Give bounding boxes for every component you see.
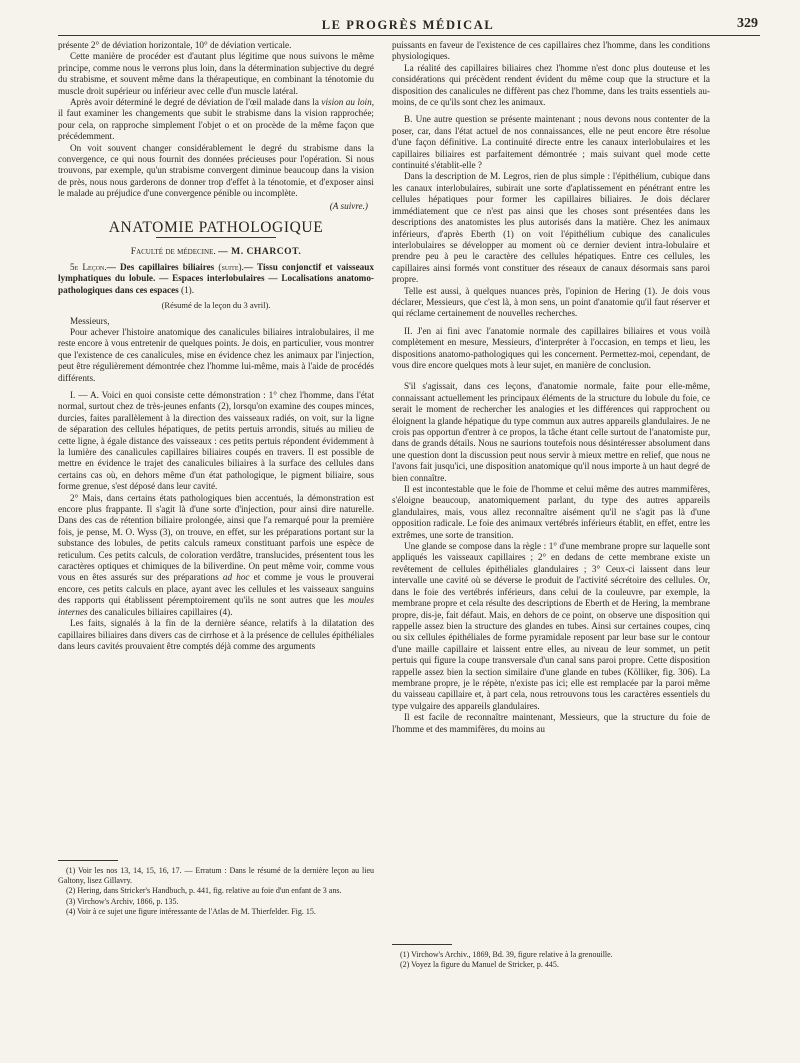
header-rule xyxy=(58,35,760,36)
paragraph: Telle est aussi, à quelques nuances près, l'opinion de Hering (1). Je dois vous déclarer, Messieurs, que c'est là, à mon sens, un point d'anatomie qu'il faut réserver et qui réclame certainement de nouvelles recherches. xyxy=(392,285,710,319)
paragraph: Après avoir déterminé le degré de déviation de l'œil malade dans la vision au loin, il faut examiner les changements que subit le strabisme dans la vision rapprochée; pour cela, on rapproche simplement l'objet o et on procède de la même façon que précédemment. xyxy=(58,97,374,142)
page-number: 329 xyxy=(737,16,758,31)
running-header xyxy=(58,14,758,34)
salutation: Messieurs, xyxy=(70,315,110,326)
faculty-line: Faculté de médecine. — M. CHARCOT. xyxy=(130,245,302,257)
paragraph: Il est facile de reconnaître maintenant, Messieurs, que la structure du foie de l'homme et des mammifères, du moins au xyxy=(392,712,710,734)
journal-title: LE PROGRÈS MÉDICAL xyxy=(321,18,495,32)
footnote: (1) Virchow's Archiv., 1869, Bd. 39, figure relative à la grenouille. xyxy=(400,950,613,959)
paragraph: B. Une autre question se présente maintenant ; nous devons nous contenter de la poser, car, dans l'état actuel de nos connaissances, elle ne peut encore être résolue d'une façon définitive. La continuité directe entre les canaux interlobulaires et les capillaires biliaires est parfaitement démontrée ; mais suivant quel mode cette continuité s'établit-elle ? xyxy=(392,114,710,171)
paragraph: On voit souvent changer considérablement le degré du strabisme dans la convergence, ce qui nous fournit des données précieuses pour l'opération. Si nous trouvons, par exemple, qu'un strabisme convergent diminue beaucoup dans la vision de près, nous nous garderons de donner trop d'effet à la ténotomie, et d'exposer ainsi le malade au préjudice d'une convergence pénible ou incomplète. xyxy=(58,142,374,199)
footnote-rule xyxy=(58,860,118,861)
left-column xyxy=(58,40,374,652)
footnote: (2) Hering, dans Stricker's Handbuch, p. 441, fig. relative au foie d'un enfant de 3 ans. xyxy=(66,886,342,896)
paragraph: Dans la description de M. Legros, rien de plus simple : l'épithélium, cubique dans les canaux interlobulaires, subirait une sorte d'aplatissement en pénétrant entre les cellules hépatiques pour former les capillaires biliaires. Je dois déclarer immédiatement que ce n'est pas ainsi que les choses sont présentées dans les descriptions des anatomistes les plus autorisés dans la matière. Chez les animaux inférieurs, d'après Eberth (1) on voit l'épithélium cubique des canalicules interlobulaires se développer au moment où ce dernier devient intra-lobulaire et prendre peu à peu le caractère des cellules hépatiques. Entre ces cellules, les capillaires ainsi formés vont constituer des réseaux de canaux désormais sans paroi propre. xyxy=(392,171,710,285)
paragraph: 2° Mais, dans certains états pathologiques bien accentués, la démonstration est encore plus frappante. Il s'agit là d'une sorte d'injection, pour ainsi dire naturelle. Dans des cas de rétention biliaire prolongée, ainsi que l'a remarqué pour la première fois, je pense, M. O. Wyss (3), on trouve, en effet, sur les préparations portant sur la substance des lobules, de petits calculs rameux constituant parfois une espèce de reticulum. Ces petits calculs, de coloration verdâtre, translucides, présentent tous les caractères optiques et chimiques de la biliverdine. On peut même voir, comme vous vous en êtes assurés sur des préparations ad hoc et comme je vous le prouverai encore, ces petits calculs en place, ayant avec les cellules et les vaisseaux sanguins des rapports qui établissent péremptoirement qu'ils ne sont autres que les moules internes des canalicules biliaires capillaires (4). xyxy=(58,492,374,617)
paragraph: Une glande se compose dans la règle : 1° d'une membrane propre sur laquelle sont appliqués les vaisseaux capillaires ; 2° en dedans de cette membrane existe un revêtement de cellules épithéliales glandulaires ; 3° Ceux-ci laissent dans leur intervalle une cavité où se déverse le produit de l'activité sécrétoire des cellules. Or, dans le foie des vertébrés inférieurs, dans celui de la couleuvre, par exemple, la membrane propre et cela résulte des descriptions de Eberth et de Hering, la membrane propre, dis-je, fait défaut. Mais, en dehors de ce point, on observe une disposition qui rappelle assez bien la structure des glandes en tubes. Ainsi sur certaines coupes, cinq ou six cellules épithéliales de forme pyramidale reposent par leur base sur le contour d'une maille capillaire et laissent entre elles, au niveau de leur sommet, un petit pertuis qui figure la coupe transversale d'un canal sans paroi propre. Cette disposition rappelle assez bien la section similaire d'une glande en tubes (Kölliker, fig. 306). La membrane propre, je le répète, n'existe pas ici; elle est remplacée par la paroi même du vaisseau capillaire et, à part cela, nous retrouvons tous les caractères essentiels du type vulgaire des appareils glandulaires. xyxy=(392,541,710,711)
paragraph: S'il s'agissait, dans ces leçons, d'anatomie normale, faite pour elle-même, connaissant actuellement les principaux éléments de la structure du lobule du foie, ce serait le moment de rechercher les analogies et les différences qui rapprochent ou éloignent la glande hépatique du type commun aux autres appareils glandulaires. Je ne crois pas opportun d'entrer à ce propos, la tâche étant celle surtout de l'anatomiste pur, dans de grands détails. Nous ne saurions toutefois nous désintéresser absolument dans une question dont la discussion peut nous servir à mieux mettre en relief, que nous ne l'avons fait jusqu'ici, une disposition anatomique qu'il nous importe à un haut degré de bien connaître. xyxy=(392,381,710,483)
title-ornament-rule xyxy=(156,237,276,238)
footnote: (2) Voyez la figure du Manuel de Stricker, p. 445. xyxy=(400,960,559,970)
paragraph: Cette manière de procéder est d'autant plus légitime que nous suivons le même principe, comme nous le verrons plus loin, dans la détermination subjective du degré du strabisme, et souvent même dans la thérapeutique, en combinant la ténotomie du muscle droit supérieur ou inférieur avec celle d'un muscle latéral. xyxy=(58,51,374,96)
left-footnotes xyxy=(58,866,374,917)
paragraph: I. — A. Voici en quoi consiste cette démonstration : 1° chez l'homme, dans l'état normal, surtout chez de très-jeunes enfants (2), lorsqu'on examine des coupes minces, durcies, faites parallèlement à la direction des vaisseaux radiés, on voit, sur la ligne de séparation des cellules hépatiques, de petits pertuis arrondis, situés au milieu de cette ligne, à égale distance des vaisseaux : ces petits pertuis répondent évidemment à la lumière des canalicules capillaires biliaires coupés en travers. Il est possible de mettre en évidence le trajet des canalicules biliaires à la surface des cellules dans certains cas où, en dehors même d'un état pathologique, le pigment biliaire, sous forme grenue, s'est déposé dans leur cavité. xyxy=(58,389,374,492)
paragraph: Les faits, signalés à la fin de la dernière séance, relatifs à la dilatation des capillaires biliaires dans divers cas de cirrhose et à la présence de cellules épithéliales dans leurs cavités prouvaient être comptés déjà comme des arguments xyxy=(58,618,374,651)
to-be-continued: (A suivre.) xyxy=(329,200,368,211)
right-footnotes xyxy=(392,950,710,970)
footnote: (1) Voir les nos 13, 14, 15, 16, 17. — Erratum : Dans le résumé de la dernière leçon au lieu Galtony, lisez Gillavry. xyxy=(58,866,374,886)
right-column xyxy=(392,40,710,735)
footnote: (3) Virchow's Archiv, 1866, p. 135. xyxy=(66,896,179,906)
lecture-heading: 5e Leçon.— Des capillaires biliaires (suite).— Tissu conjonctif et vaisseaux lymphatiques du lobule. — Espaces interlobulaires — Localisations anatomo-pathologiques dans ces espaces (1). xyxy=(58,261,374,295)
paragraph: Pour achever l'histoire anatomique des canalicules biliaires intralobulaires, il me reste encore à vous entretenir de quelques points. Je dois, en particulier, vous montrer que l'existence de ces canalicules, mise en évidence chez les animaux par l'injection, peut être régulièrement démontrée chez l'homme lui-même, mais à l'aide de procédés différents. xyxy=(58,326,374,383)
paragraph: Il est incontestable que le foie de l'homme et celui même des autres mammifères, s'éloigne beaucoup, anatomiquement parlant, du type des autres appareils glandulaires, mais, vous allez reconnaître aisément qu'il ne s'agit pas là d'une opposition radicale. Le foie des animaux vertébrés inférieurs établit, en effet, entre les extrêmes, une sorte de transition. xyxy=(392,484,710,540)
footnote: (4) Voir à ce sujet une figure intéressante de l'Atlas de M. Thierfelder. Fig. 15. xyxy=(66,906,316,916)
paragraph: présente 2° de déviation horizontale, 10° de déviation verticale. xyxy=(58,40,292,50)
paragraph: II. J'en ai fini avec l'anatomie normale des capillaires biliaires et vous voilà complètement en mesure, Messieurs, d'interpréter à l'occasion, en temps et lieu, les dispositions anatomo-pathologiques qui les concernent. Permettez-moi, cependant, de vous dire encore quelques mots à leur sujet, en manière de conclusion. xyxy=(392,325,710,370)
paragraph: puissants en faveur de l'existence de ces capillaires chez l'homme, dans les conditions physiologiques. xyxy=(392,40,710,62)
footnote-rule xyxy=(392,944,452,945)
lecture-date: (Résumé de la leçon du 3 avril). xyxy=(161,300,271,311)
section-title: ANATOMIE PATHOLOGIQUE xyxy=(108,219,324,237)
paragraph: La réalité des capillaires biliaires chez l'homme n'est donc plus douteuse et les considérations qui précèdent rendent évident du même coup que la structure et la disposition des canalicules ne diffèrent pas chez l'homme, dans les traits essentiels au-moins, de ce qu'ils sont chez les animaux. xyxy=(392,62,710,108)
